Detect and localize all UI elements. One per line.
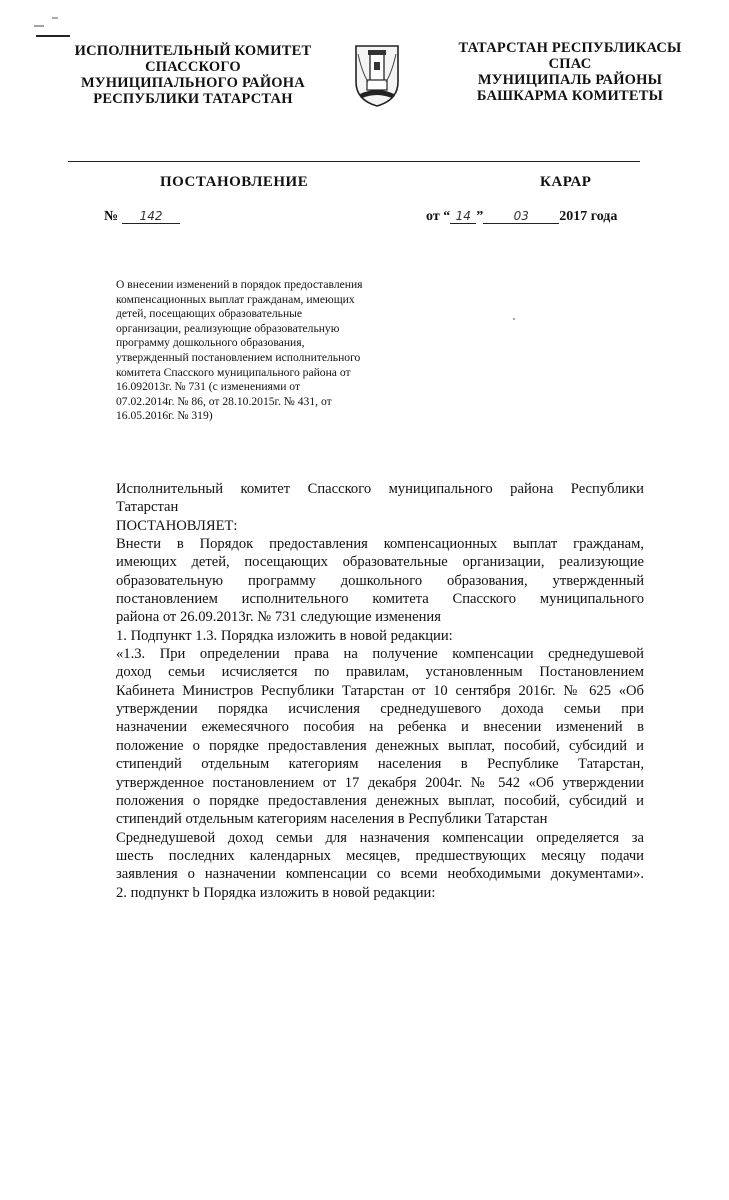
body-line: Кабинета Министров Республики Татарстан от 10 сентября 2016г. № 625 «Об bbox=[116, 682, 644, 699]
subject-line: утвержденный постановлением исполнительного bbox=[116, 350, 361, 364]
body-line: 1. Подпункт 1.3. Порядка изложить в новой редакции: bbox=[116, 627, 453, 644]
subject-line: комитета Спасского муниципального района от bbox=[116, 365, 351, 379]
subject-line: детей, посещающих образовательные bbox=[116, 307, 303, 321]
subject-line: программу дошкольного образования, bbox=[116, 336, 305, 350]
body-line: образовательную программу дошкольного образования, утвержденный bbox=[116, 572, 644, 589]
body-line: Татарстан bbox=[116, 499, 179, 516]
body-line: шесть последних календарных месяцев, предшествующих месяцу подачи bbox=[116, 847, 644, 864]
subject-line: компенсационных выплат гражданам, имеющих bbox=[116, 292, 355, 306]
body-line: Исполнительный комитет Спасского муниципального района Республики bbox=[116, 481, 644, 497]
body-line: стипендий отдельным категориям населения в Республике Татарстан, bbox=[116, 756, 644, 773]
body-line: ПОСТАНОВЛЯЕТ: bbox=[116, 517, 238, 534]
decree-subject bbox=[116, 278, 412, 424]
date-suffix: года bbox=[587, 209, 618, 224]
header-left-line: СПАССКОГО bbox=[145, 59, 241, 75]
body-line: «1.3. При определении права на получение компенсации среднедушевой bbox=[116, 646, 644, 663]
number-label: № bbox=[104, 209, 119, 224]
number-value: 142 bbox=[122, 209, 180, 224]
header-left-ru bbox=[68, 43, 318, 107]
header-right-line: МУНИЦИПАЛЬ РАЙОНЫ bbox=[477, 72, 663, 88]
body-line: имеющих детей, посещающих образовательные организации, реализующие bbox=[116, 554, 644, 571]
date-day: 14 bbox=[450, 209, 476, 224]
body-line: заявления о назначении компенсации со всеми необходимыми документами». bbox=[116, 866, 644, 883]
decree-title-tt: КАРАР bbox=[540, 174, 592, 190]
decree-number bbox=[104, 209, 180, 225]
subject-line: организации, реализующие образовательную bbox=[116, 321, 340, 335]
body-line: положение о порядке предоставления денежных выплат, пособий, субсидий и bbox=[116, 737, 644, 754]
scan-mark-icon bbox=[32, 14, 72, 40]
body-line: положения о порядке предоставления денежных выплат, пособий, субсидий и bbox=[116, 792, 644, 809]
decree-body bbox=[116, 480, 644, 902]
header-right-line: СПАС bbox=[548, 56, 592, 72]
scan-speck bbox=[513, 318, 515, 320]
body-line: Среднедушевой доход семьи для назначения компенсации определяется за bbox=[116, 829, 644, 846]
decree-title-ru: ПОСТАНОВЛЕНИЕ bbox=[160, 174, 309, 190]
subject-line: 16.05.2016г. № 319) bbox=[116, 409, 213, 423]
body-line: утвержденное постановлением от 17 декабря 2004г. № 542 «Об утверждении bbox=[116, 774, 644, 791]
header-right-line: ТАТАРСТАН РЕСПУБЛИКАСЫ bbox=[458, 40, 682, 56]
date-prefix: от “ bbox=[426, 209, 451, 224]
body-line: района от 26.09.2013г. № 731 следующие изменения bbox=[116, 609, 441, 626]
coat-of-arms-icon bbox=[352, 42, 402, 108]
body-line: утверждении порядка исчисления среднедушевого дохода семьи при bbox=[116, 701, 644, 718]
subject-line: О внесении изменений в порядок предоставления bbox=[116, 278, 363, 291]
body-line: доход семьи исчисляется по правилам, установленным Постановлением bbox=[116, 664, 644, 681]
header-left-line: РЕСПУБЛИКИ ТАТАРСТАН bbox=[93, 91, 293, 107]
header-right-line: БАШКАРМА КОМИТЕТЫ bbox=[476, 88, 664, 104]
date-separator: ” bbox=[476, 209, 484, 224]
subject-line: 16.092013г. № 731 (с изменениями от bbox=[116, 380, 301, 394]
date-month: 03 bbox=[483, 209, 559, 224]
body-line: Внести в Порядок предоставления компенсационных выплат гражданам, bbox=[116, 536, 644, 553]
header-divider bbox=[68, 161, 640, 162]
body-line: постановлением исполнительного комитета Спасского муниципального bbox=[116, 591, 644, 608]
header-left-line: ИСПОЛНИТЕЛЬНЫЙ КОМИТЕТ bbox=[74, 43, 312, 59]
header-left-line: МУНИЦИПАЛЬНОГО РАЙОНА bbox=[81, 75, 305, 91]
body-line: 2. подпункт b Порядка изложить в новой редакции: bbox=[116, 884, 436, 901]
subject-line: 07.02.2014г. № 86, от 28.10.2015г. № 431, от bbox=[116, 394, 332, 408]
body-line: назначении ежемесячного пособия на ребенка и внесении изменений в bbox=[116, 719, 644, 736]
decree-date bbox=[426, 209, 617, 225]
body-line: стипендий отдельным категориям населения в Республики Татарстан bbox=[116, 811, 548, 828]
date-year: 2017 bbox=[559, 209, 588, 224]
header-right-tt bbox=[440, 40, 700, 104]
